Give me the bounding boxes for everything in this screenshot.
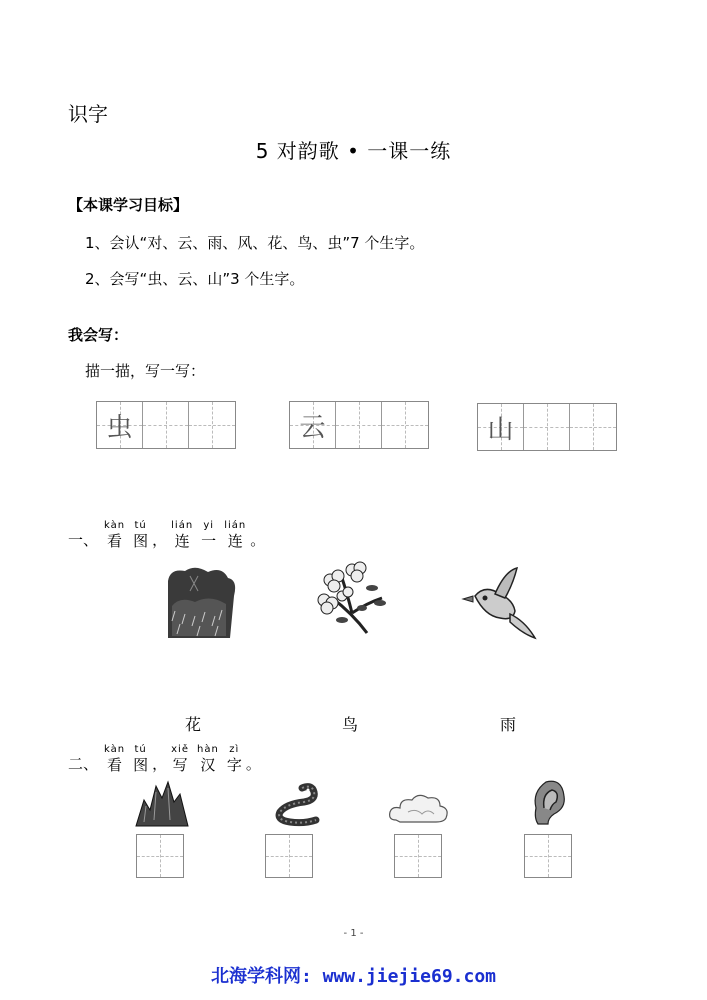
trace-char: 云: [299, 412, 326, 443]
question-number: 二、: [68, 755, 99, 773]
writing-cell[interactable]: [336, 402, 382, 448]
ruby-word: lián 连: [224, 520, 247, 550]
tracing-grid-3[interactable]: [477, 403, 617, 451]
writing-box[interactable]: [524, 834, 572, 878]
question-1-heading: [68, 520, 265, 550]
ruby-word: zì 字: [226, 744, 242, 774]
trace-char: 虫: [106, 412, 133, 443]
writing-cell[interactable]: [143, 402, 189, 448]
trace-label: 描一描，写一写：: [85, 362, 206, 380]
writing-cell[interactable]: [524, 404, 570, 450]
punctuation: ，: [152, 531, 168, 549]
page-title: 5 对韵歌 • 一课一练: [255, 139, 452, 163]
punctuation: 。: [250, 531, 266, 549]
question-number: 一、: [68, 531, 99, 549]
ruby-word: yi 一: [201, 520, 217, 550]
snake-icon: [264, 780, 322, 828]
page-number: - 1 -: [343, 928, 364, 939]
flower-branch-icon[interactable]: [312, 558, 392, 638]
tracing-grid-1[interactable]: [96, 401, 236, 449]
trace-char: 山: [487, 414, 514, 445]
ruby-word: tú 图: [133, 520, 149, 550]
punctuation: ，: [152, 755, 168, 773]
goal-item: 2、会写“虫、云、山”3 个生字。: [85, 270, 305, 288]
write-heading: 我会写：: [68, 326, 129, 344]
writing-cell[interactable]: [189, 402, 235, 448]
ruby-word: kàn 看: [104, 744, 126, 774]
ruby-word: kàn 看: [104, 520, 126, 550]
ruby-word: tú 图: [133, 744, 149, 774]
writing-box[interactable]: [265, 834, 313, 878]
ruby-word: xiě 写: [171, 744, 189, 774]
writing-cell[interactable]: [382, 402, 428, 448]
mountain-icon: [134, 780, 190, 828]
ruby-word: hàn 汉: [197, 744, 219, 774]
match-word-flower[interactable]: 花: [185, 715, 202, 734]
ear-icon: [528, 778, 568, 828]
ruby-word: lián 连: [171, 520, 194, 550]
writing-cell[interactable]: [570, 404, 616, 450]
footer-link[interactable]: 北海学科网: www.jiejie69.com: [210, 966, 497, 987]
cloud-icon: [388, 792, 450, 826]
tracing-grid-2[interactable]: [289, 401, 429, 449]
bird-icon[interactable]: [455, 566, 540, 641]
writing-box[interactable]: [394, 834, 442, 878]
writing-box[interactable]: [136, 834, 184, 878]
goal-item: 1、会认“对、云、雨、风、花、鸟、虫”7 个生字。: [85, 234, 425, 252]
rain-cloud-icon[interactable]: [160, 566, 240, 641]
match-word-bird[interactable]: 鸟: [342, 715, 359, 734]
match-word-rain[interactable]: 雨: [500, 715, 517, 734]
punctuation: 。: [245, 755, 261, 773]
goals-heading: 【本课学习目标】: [68, 196, 189, 214]
section-label: 识字: [68, 102, 108, 126]
question-2-heading: [68, 744, 261, 774]
